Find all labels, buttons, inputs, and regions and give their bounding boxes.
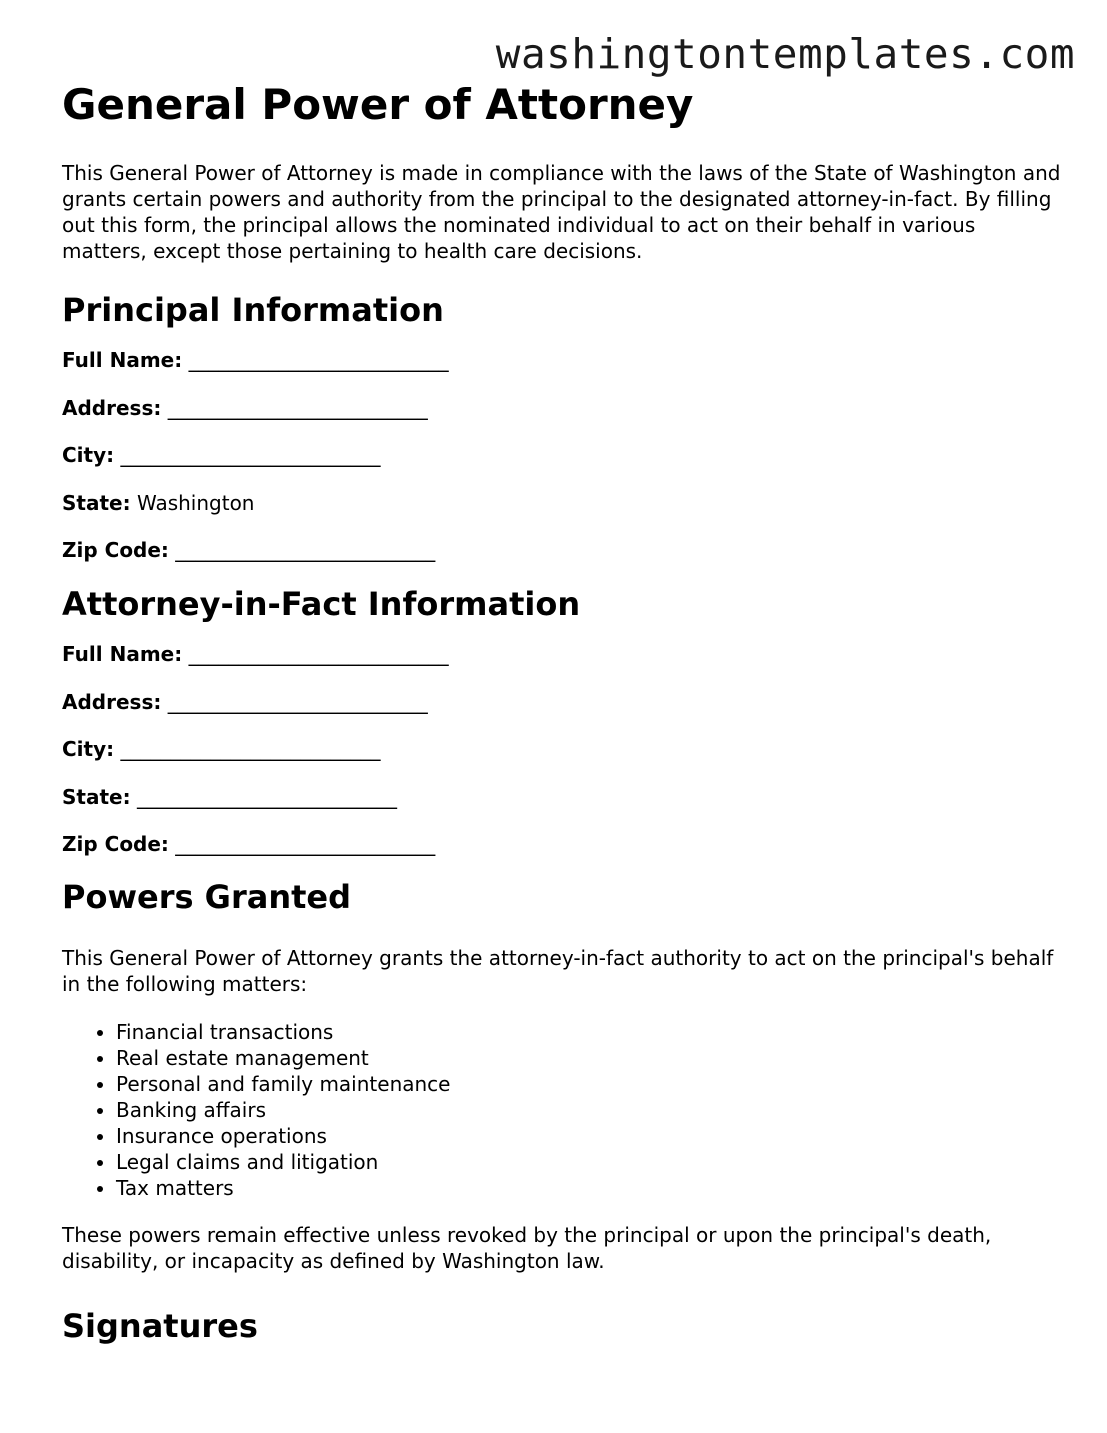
attorney-zip-field: [62, 831, 1062, 857]
principal-address-blank[interactable]: __________________________: [167, 395, 428, 420]
principal-city-label: City:: [62, 443, 115, 467]
principal-zip-blank[interactable]: __________________________: [175, 538, 436, 562]
attorney-state-blank[interactable]: __________________________: [136, 784, 397, 809]
powers-heading: Powers Granted: [62, 878, 351, 916]
principal-full-name-blank[interactable]: __________________________: [188, 348, 449, 372]
principal-state-field: [62, 490, 1062, 516]
attorney-full-name-label: Full Name:: [62, 642, 183, 666]
principal-zip-field: [62, 537, 1062, 563]
principal-city-field: [62, 442, 1062, 468]
attorney-address-blank[interactable]: __________________________: [167, 689, 428, 714]
list-item: • Insurance operations: [116, 1123, 1062, 1149]
principal-full-name-field: [62, 347, 1062, 373]
powers-list: [62, 1019, 1062, 1201]
powers-section: [62, 877, 1062, 1274]
powers-closing-paragraph: These powers remain effective unless revoked by the principal or upon the principal's death, disability, or incapacity as defined by Washington law.: [62, 1223, 992, 1273]
principal-address-field: [62, 395, 1062, 421]
principal-city-blank[interactable]: __________________________: [120, 443, 381, 467]
list-item: • Real estate management: [116, 1045, 1062, 1071]
principal-full-name-label: Full Name:: [62, 348, 183, 372]
list-item: • Financial transactions: [116, 1019, 1062, 1045]
attorney-state-field: [62, 784, 1062, 810]
intro-paragraph: This General Power of Attorney is made in compliance with the laws of the State of Washington and grants certain powers and authority from the principal to the designated attorney-in-fact. By filling out this form, the principal allows the nominated individual to act on their behalf in various matters, except those pertaining to health care decisions.: [62, 161, 1061, 263]
principal-fields: [62, 347, 1062, 563]
attorney-city-blank[interactable]: __________________________: [120, 737, 381, 761]
list-item: • Banking affairs: [116, 1097, 1062, 1123]
attorney-city-field: [62, 736, 1062, 762]
attorney-fields: [62, 641, 1062, 857]
principal-address-label: Address:: [62, 395, 162, 420]
attorney-section: [62, 584, 1062, 857]
page-title: General Power of Attorney: [62, 80, 694, 129]
powers-intro-paragraph: This General Power of Attorney grants the attorney-in-fact authority to act on the principal's behalf in the following matters:: [62, 946, 1054, 996]
principal-zip-label: Zip Code:: [62, 538, 169, 562]
attorney-city-label: City:: [62, 737, 115, 761]
attorney-state-label: State:: [62, 784, 131, 809]
attorney-zip-blank[interactable]: __________________________: [175, 832, 436, 856]
signatures-section: [62, 1306, 1062, 1346]
document-page: [62, 78, 1062, 1346]
attorney-zip-label: Zip Code:: [62, 832, 169, 856]
principal-section: [62, 290, 1062, 563]
attorney-full-name-field: [62, 641, 1062, 667]
attorney-address-label: Address:: [62, 689, 162, 714]
principal-heading: Principal Information: [62, 291, 444, 329]
list-item: • Personal and family maintenance: [116, 1071, 1062, 1097]
attorney-address-field: [62, 689, 1062, 715]
signatures-heading: Signatures: [62, 1307, 258, 1345]
principal-state-label: State:: [62, 490, 131, 515]
attorney-full-name-blank[interactable]: __________________________: [188, 642, 449, 666]
list-item: • Legal claims and litigation: [116, 1149, 1062, 1175]
site-watermark: washingtontemplates.com: [495, 30, 1075, 78]
principal-state-value: Washington: [136, 490, 255, 515]
attorney-heading: Attorney-in-Fact Information: [62, 585, 581, 623]
list-item: • Tax matters: [116, 1175, 1062, 1201]
